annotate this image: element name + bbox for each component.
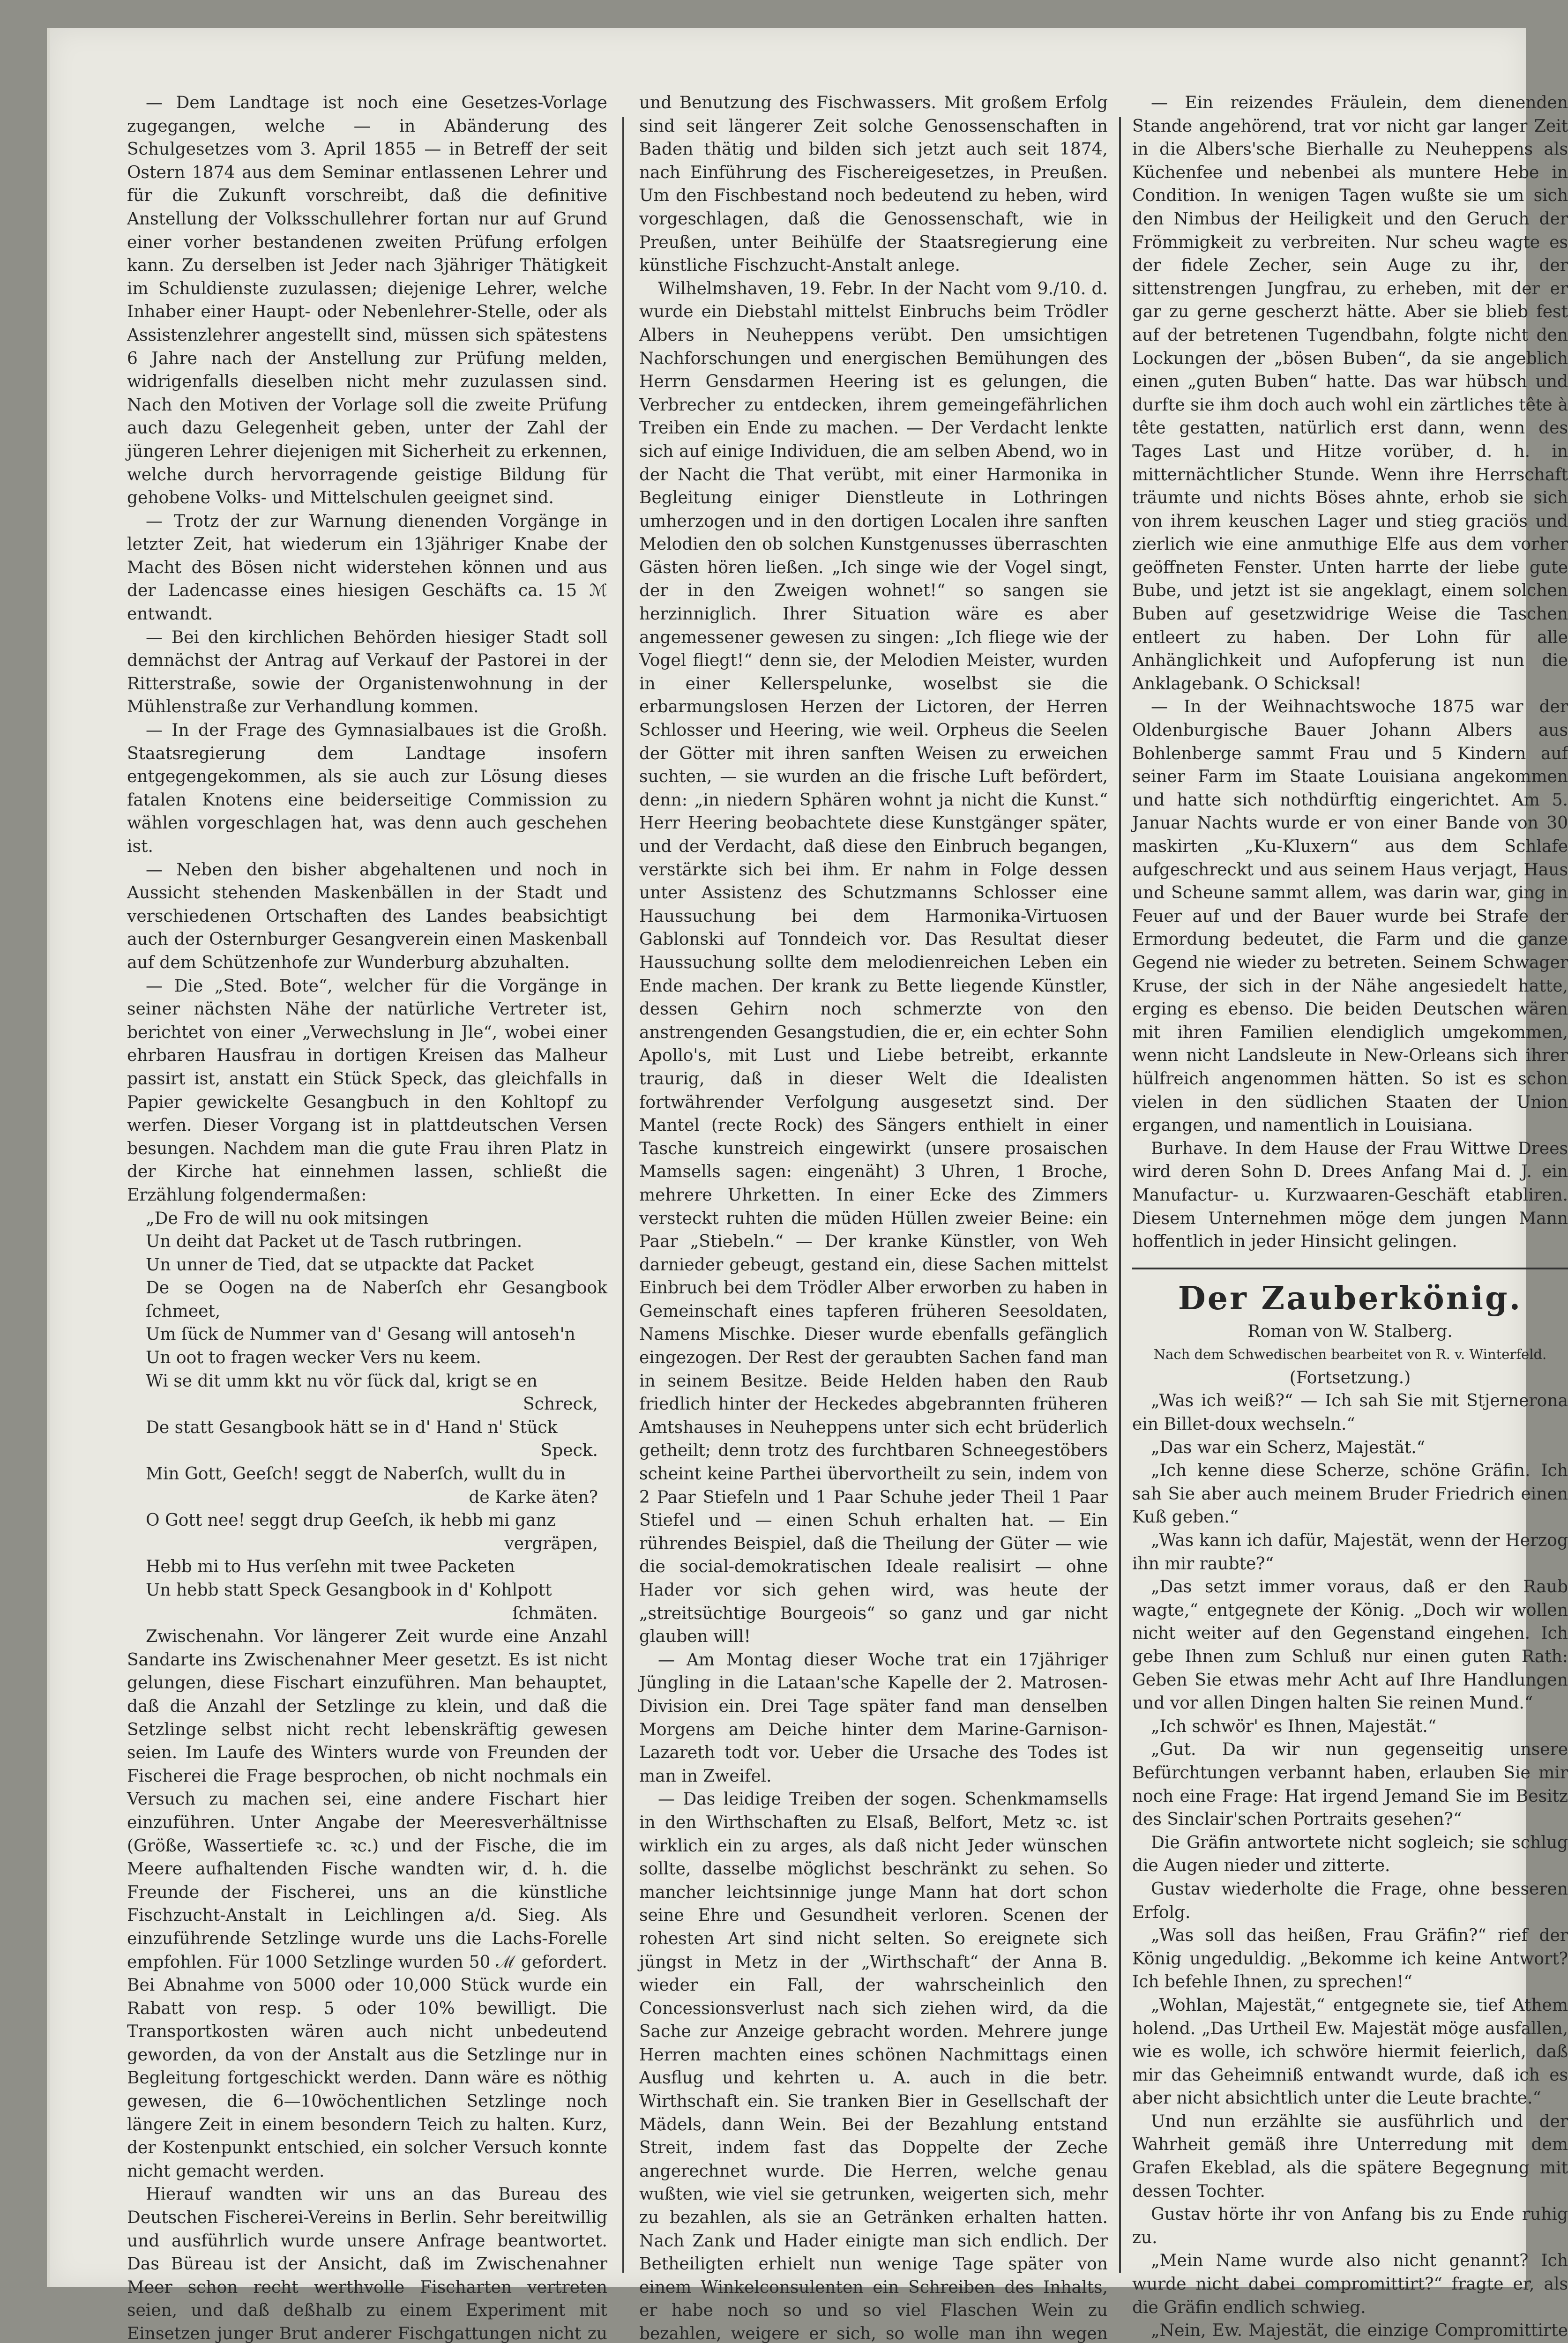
plattdeutsch-verse	[127, 1207, 607, 1626]
novel-paragraph: „Ich schwör' es Ihnen, Majestät.“	[1151, 1716, 1437, 1736]
novel-continuation: (Fortsetzung.)	[1289, 1368, 1411, 1388]
article-maskenbaelle: — Neben den bisher abgehaltenen und noch in Aussicht stehenden Maskenbällen in der Stadt und verschiedenen Ortschaften des Landes beabsichtigt auch der Osternburger Gesangverein einen Maskenball auf dem Schützenhofe zur Wunderburg abzuhalten.	[127, 860, 607, 972]
verse-line: Speck.	[540, 1441, 598, 1461]
article-wilhelmshaven: Wilhelmshaven, 19. Febr. In der Nacht vom 9./10. d. wurde ein Diebstahl mittelst Einbruchs beim Trödler Albers in Neuheppens verübt. Den umsichtigen Nachforschungen und energischen Bemühungen des Herrn Gensdarmen Heering ist es gelungen, die Verbrecher zu entdecken, ihrem gemeingefährlichen Treiben ein Ende zu machen. — Der Verdacht lenkte sich auf einige Individuen, die am selben Abend, wo in der Nacht die That verübt, mit einer Harmonika in Begleitung einiger Dienstleute in Lothringen umherzogen und in den dortigen Localen ihre sanften Melodien den ob solchen Kunstgenusses überraschten Gästen hören ließen. „Ich singe wie der Vogel singt, der in den Zweigen wohnet!“ so sangen sie herzinniglich. Ihrer Situation wäre es aber angemessener gewesen zu singen: „Ich fliege wie der Vogel fliegt!“ denn sie, der Melodien Meister, wurden in einer Kellerspelunke, woselbst sie die erbarmungslosen Herzen der Lictoren, der Herren Schlosser und Heering, wie weil. Orpheus die Seelen der Götter mit ihren sanften Weisen zu erweichen suchten, — sie wurden an die frische Luft befördert, denn: „in niedern Sphären wohnt ja nicht die Kunst.“ Herr Heering beobachtete diese Kunstgänger später, und der Verdacht, daß diese den Einbruch begangen, verstärkte sich bei ihm. Er nahm in Folge dessen unter Assistenz des Schutzmanns Schlosser eine Haussuchung bei dem Harmonika-Virtuosen Gablonski auf Tonndeich vor. Das Resultat dieser Haussuchung sollte dem melodienreichen Leben ein Ende machen. Der krank zu Bette liegende Künstler, dessen Gehirn noch schmerzte von den anstrengenden Gesangstudien, die er, ein echter Sohn Apollo's, mit Lust und Liebe betreibt, erkannte traurig, daß in dieser Welt die Idealisten fortwährender Verfolgung ausgesetzt sind. Der Mantel (recte Rock) des Sängers enthielt in einer Tasche kunstreich eingewirkt (unsere prosaischen Mamsells sagen: eingenäht) 3 Uhren, 1 Broche, mehrere Uhrketten. In einer Ecke des Zimmers versteckt ruhten die müden Hüllen zweier Beine: ein Paar „Stiebeln.“ — Der kranke Künstler, von Weh darnieder gebeugt, gestand ein, diese Sachen mittelst Einbruch bei dem Trödler Alber erworben zu haben in Gemeinschaft eines tapferen früheren Seesoldaten, Namens Mischke. Dieser wurde ebenfalls gefänglich eingezogen. Der Rest der geraubten Sachen fand man in seinem Besitze. Beide Helden haben den Raub friedlich hinter der Heckedes abgebrannten früheren Amtshauses in Neuheppens unter sich echt brüderlich getheilt; denn trotz des furchtbaren Schneegestöbers scheint keine Parthei übervortheilt zu sein, indem von 2 Paar Stiefeln und 1 Paar Schuhe jeder Theil 1 Paar Stiefel und — einen Schuh erhalten hat. — Ein rührendes Beispiel, daß die Theilung der Güter — wie die social-demokratischen Ideale realisirt — ohne Hader vor sich gehen wird, was heute der „streitsüchtige Bourgeois“ so ganz und gar nicht glauben will!	[639, 279, 1108, 1647]
article-matrose: — Am Montag dieser Woche trat ein 17jähriger Jüngling in die Lataan'sche Kapelle der 2. Matrosen-Division ein. Drei Tage später fand man denselben Morgens am Deiche hinter dem Marine-Garnison-Lazareth todt vor. Ueber die Ursache des Todes ist man in Zweifel.	[639, 1650, 1108, 1786]
verse-line: Un deiht dat Packet ut de Tasch rutbringen.	[146, 1232, 523, 1252]
article-gymnasialbau: — In der Frage des Gymnasialbaues ist die Großh. Staatsregierung dem Landtage insofern entgegengekommen, als sie auch zur Lösung dieses fatalen Knotens eine beiderseitige Commission zu wählen vorgeschlagen hat, was denn auch geschehen ist.	[127, 721, 607, 856]
article-pastorei: — Bei den kirchlichen Behörden hiesiger Stadt soll demnächst der Antrag auf Verkauf der Pastorei in der Ritterstraße, sowie der Organistenwohnung in der Mühlenstraße zur Verhandlung kommen.	[127, 627, 607, 717]
novel-paragraph: „Das war ein Scherz, Majestät.“	[1151, 1438, 1426, 1457]
column-2	[639, 91, 1108, 2343]
verse-line: De statt Gesangbook hätt se in d' Hand n' Stück	[146, 1418, 558, 1437]
novel-translator-note: Nach dem Schwedischen bearbeitet von R. v. Winterfeld.	[1153, 1346, 1547, 1363]
article-zwischenahn: Zwischenahn. Vor längerer Zeit wurde eine Anzahl Sandarte ins Zwischenahner Meer gesetzt. Es ist nicht gelungen, diese Fischart einzuführen. Man behauptet, daß die Anzahl der Setzlinge zu klein, und daß die Setzlinge selbst nicht recht lebenskräftig gewesen seien. Im Laufe des Winters wurde von Freunden der Fischerei die Frage besprochen, ob nicht nochmals ein Versuch zu machen sei, eine andere Fischart hier einzuführen. Unter Angabe der Meeresverhältnisse (Größe, Wassertiefe ꝛc. ꝛc.) und der Fische, die im Meere aufhaltenden Fische wandten wir, d. h. die Freunde der Fischerei, uns an die künstliche Fischzucht-Anstalt in Leichlingen a/d. Sieg. Als einzuführende Setzlinge wurde uns die Lachs-Forelle empfohlen. Für 1000 Setzlinge wurden 50 ℳ gefordert. Bei Abnahme von 5000 oder 10,000 Stück wurde ein Rabatt von resp. 5 oder 10% bewilligt. Die Transportkosten wären auch nicht unbedeutend geworden, da von der Anstalt aus die Setzlinge nur in Begleitung fortgeschickt werden. Dann wäre es nöthig gewesen, die 6—10wöchentlichen Setzlinge noch längere Zeit in einem besondern Teich zu halten. Kurz, der Kostenpunkt entschied, ein solcher Versuch konnte nicht gemacht werden.	[127, 1627, 607, 2181]
column-1	[127, 91, 607, 2343]
column-3	[1132, 91, 1568, 2341]
novel-paragraph: „Mein Name wurde also nicht genannt? Ich wurde nicht dabei compromittirt?“ fragte er, als die Gräfin endlich schwieg.	[1132, 2251, 1568, 2317]
newspaper-page	[47, 28, 1568, 2343]
article-bauer-albers: — In der Weihnachtswoche 1875 war der Oldenburgische Bauer Johann Albers aus Bohlenberge sammt Frau und 5 Kindern auf seiner Farm im Staate Louisiana angekommen und hatte sich nothdürftig eingerichtet. Am 5. Januar Nachts wurde er von einer Bande von 30 maskirten „Ku-Kluxern“ aus dem Schlafe aufgeschreckt und aus seinem Haus verjagt, Haus und Scheune sammt allem, was darin war, ging in Feuer auf und der Bauer wurde bei Strafe der Ermordung bedeutet, die Farm und die ganze Gegend nie wieder zu betreten. Seinem Schwager Kruse, der sich in der Nähe angesiedelt hatte, erging es ebenso. Die beiden Deutschen wären mit ihren Familien elendiglich umgekommen, wenn nicht Landsleute in New-Orleans sich ihrer hülfreich angenommen hätten. So ist es schon vielen in den südlichen Staaten der Union ergangen, und namentlich in Louisiana.	[1132, 697, 1568, 1135]
column-rule	[622, 117, 624, 2273]
novel-paragraph: „Was soll das heißen, Frau Gräfin?“ rief der König ungeduldig. „Bekomme ich keine Antwort? Ich befehle Ihnen, zu sprechen!“	[1132, 1926, 1568, 1992]
novel-paragraph: „Was ich weiß?“ — Ich sah Sie mit Stjernerona ein Billet-doux wechseln.“	[1132, 1391, 1568, 1434]
verse-line: Un hebb statt Speck Gesangbook in d' Kohlpott	[146, 1581, 552, 1600]
novel-paragraph: „Ich kenne diese Scherze, schöne Gräfin. Ich sah Sie aber auch meinem Bruder Friedrich einen Kuß geben.“	[1132, 1461, 1568, 1527]
novel-paragraph: „Gut. Da wir nun gegenseitig unsere Befürchtungen verbannt haben, erlauben Sie mir noch eine Frage: Hat irgend Jemand Sie im Besitz des Sinclair'schen Portraits gesehen?“	[1132, 1740, 1568, 1829]
verse-line: O Gott nee! seggt drup Geeſch, ik hebb mi ganz	[146, 1511, 556, 1530]
novel-paragraph: Und nun erzählte sie ausführlich und der Wahrheit gemäß ihre Unterredung mit dem Grafen Ekeblad, als die spätere Begegnung mit dessen Tochter.	[1132, 2112, 1568, 2201]
verse-line: vergräpen,	[504, 1534, 598, 1553]
novel-title: Der Zauberkönig.	[1178, 1279, 1523, 1317]
article-fraeulein: — Ein reizendes Fräulein, dem dienenden Stande angehörend, trat vor nicht gar langer Zeit in die Albers'sche Bierhalle zu Neuheppens als Küchenfee und nebenbei als muntere Hebe in Condition. In wenigen Tagen wußte sie um sich den Nimbus der Heiligkeit und den Geruch der Frömmigkeit zu verbreiten. Nur scheu wagte es der fidele Zecher, sein Auge zu ihr, der sittenstrengen Jungfrau, zu erheben, mit der er gar zu gerne gescherzt hätte. Aber sie blieb fest auf der betretenen Tugendbahn, folgte nicht den Lockungen der „bösen Buben“, da sie angeblich einen „guten Buben“ hatte. Das war hübsch und durfte sie ihm doch auch wohl ein zärtliches tête à tête gestatten, natürlich erst dann, wenn des Tages Last und Hitze vorüber, d. h. in mitternächtlicher Stunde. Wenn ihre Herrschaft träumte und nichts Böses ahnte, erhob sie sich von ihrem keuschen Lager und stieg graciös und zierlich wie eine anmuthige Elfe aus dem vorher geöffneten Fenster. Unten harrte der liebe gute Bube, und jetzt ist sie angeklagt, einem solchen Buben auf gesetzwidrige Weise die Taschen entleert zu haben. Der Lohn für alle Anhänglichkeit und Aufopferung ist nun die Anklagebank. O Schicksal!	[1132, 93, 1568, 694]
verse-line: de Karke äten?	[469, 1487, 598, 1507]
verse-line: De se Oogen na de Naberſch ehr Gesangbook ſchmeet,	[146, 1278, 607, 1321]
verse-line: Um ſück de Nummer van d' Gesang will antoseh'n	[146, 1325, 575, 1344]
article-burhave: Burhave. In dem Hause der Frau Wittwe Drees wird deren Sohn D. Drees Anfang Mai d. J. ein Manufactur- u. Kurzwaaren-Geschäft etabliren. Diesem Unternehmen möge dem jungen Mann hoffentlich in jeder Hinsicht gelingen.	[1132, 1139, 1568, 1252]
verse-line: Un oot to fragen wecker Vers nu keem.	[146, 1348, 481, 1368]
novel-paragraph: Gustav hörte ihr von Anfang bis zu Ende ruhig zu.	[1132, 2205, 1568, 2247]
article-verwechslung: — Die „Sted. Bote“, welcher für die Vorgänge in seiner nächsten Nähe der natürliche Vertreter ist, berichtet von einer „Verwechslung in Jle“, wobei einer ehrbaren Hausfrau in dortigen Kreisen das Malheur passirt ist, anstatt ein Stück Speck, das gleichfalls in Papier gewickelte Gesangbuch in den Kohltopf zu werfen. Dieser Vorgang ist in plattdeutschen Versen besungen. Nachdem man die gute Frau ihren Platz in der Kirche hat einnehmen lassen, schließt die Erzählung folgendermaßen:	[127, 976, 607, 1205]
article-landtage: — Dem Landtage ist noch eine Gesetzes-Vorlage zugegangen, welche — in Abänderung des Schulgesetzes vom 3. April 1855 — in Betreff der seit Ostern 1874 aus dem Seminar entlassenen Lehrer und für die Zukunft vorschreibt, daß die definitive Anstellung der Volksschullehrer fortan nur auf Grund einer vorher bestandenen zweiten Prüfung erfolgen kann. Zu derselben ist Jeder nach 3jähriger Thätigkeit im Schuldienste zuzulassen; diejenige Lehrer, welche Inhaber einer Haupt- oder Nebenlehrer-Stelle, oder als Assistenzlehrer angestellt sind, müssen sich spätestens 6 Jahre nach der Anstellung zur Prüfung melden, widrigenfalls dieselben nicht mehr zuzulassen sind. Nach den Motiven der Vorlage soll die zweite Prüfung auch dazu Gelegenheit geben, unter der Zahl der jüngeren Lehrer diejenigen mit Sicherheit zu erkennen, welche durch hervorragende geistige Bildung für gehobene Volks- und Mittelschulen geeignet sind.	[127, 93, 607, 508]
article-fischerei-verein: Hierauf wandten wir uns an das Bureau des Deutschen Fischerei-Vereins in Berlin. Sehr bereitwillig und ausführlich wurde unsere Anfrage beantwortet. Das Büreau ist der Ansicht, daß im Zwischenahner Meer schon recht werthvolle Fischarten vertreten seien, und daß deßhalb zu einem Experiment mit Einsetzen junger Brut anderer Fischgattungen nicht zu	[127, 2185, 607, 2343]
verse-line: Min Gott, Geeſch! seggt de Naberſch, wullt du in	[146, 1464, 566, 1484]
verse-line: Hebb mi to Hus verſehn mit twee Packeten	[146, 1557, 515, 1577]
article-schenkmamsells: — Das leidige Treiben der sogen. Schenkmamsells in den Wirthschaften zu Elsaß, Belfort, Metz ꝛc. ist wirklich ein zu arges, als daß nicht Jeder wünschen sollte, dasselbe möglichst beschränkt zu sehen. So mancher leichtsinnige junge Mann hat dort schon seine Ehre und Gesundheit verloren. Scenen der rohesten Art sind nicht selten. So ereignete sich jüngst in Metz in der „Wirthschaft“ der Anna B. wieder ein Fall, der wahrscheinlich den Concessionsverlust nach sich ziehen wird, da die Sache zur Anzeige gebracht worden. Mehrere junge Herren machten eines schönen Nachmittags einen Ausflug und kehrten u. A. auch in die betr. Wirthschaft ein. Sie tranken Bier in Gesellschaft der Mädels, dann Wein. Bei der Bezahlung entstand Streit, indem fast das Doppelte der Zeche angerechnet wurde. Die Herren, welche genau wußten, wie viel sie getrunken, weigerten sich, mehr zu bezahlen, als sie an Getränken erhalten hatten. Nach Zank und Hader einigte man sich endlich. Der Betheiligten erhielt nun wenige Tage später von einem Winkelconsulenten ein Schreiben des Inhalts, er habe noch so und so viel Flaschen Wein zu bezahlen, weigere er sich, so wolle man ihn wegen	[639, 1790, 1108, 2343]
novel-paragraph: Die Gräfin antwortete nicht sogleich; sie schlug die Augen nieder und zitterte.	[1132, 1833, 1568, 1876]
article-warnung: — Trotz der zur Warnung dienenden Vorgänge in letzter Zeit, hat wiederum ein 13jähriger Knabe der Macht des Bösen nicht widerstehen können und aus der Ladencasse eines hiesigen Geschäfts ca. 15 ℳ entwandt.	[127, 511, 607, 624]
verse-line: Schreck,	[523, 1395, 598, 1414]
novel-paragraph: „Das setzt immer voraus, daß er den Raub wagte,“ entgegnete der König. „Doch wir wollen nicht weiter auf den Gegenstand eingehen. Ich gebe Ihnen zum Schluß nur einen guten Rath: Geben Sie etwas mehr Acht auf Ihre Handlungen und vor allen Dingen halten Sie reinen Mund.“	[1132, 1577, 1568, 1713]
novel-author: Roman von W. Stalberg.	[1247, 1321, 1453, 1341]
column-rule	[1119, 117, 1121, 2273]
novel-paragraph: „Was kann ich dafür, Majestät, wenn der Herzog ihn mir raubte?“	[1132, 1531, 1568, 1574]
verse-line: „De Fro de will nu ook mitsingen	[146, 1209, 429, 1228]
verse-line: Wi se dit umm kkt nu vör ſück dal, krigt se en	[146, 1371, 538, 1391]
verse-line: Un unner de Tied, dat se utpackte dat Packet	[146, 1255, 534, 1275]
section-divider	[1132, 1268, 1568, 1269]
novel-paragraph: Gustav wiederholte die Frage, ohne besseren Erfolg.	[1132, 1879, 1568, 1922]
novel-paragraph: „Nein, Ew. Majestät, die einzige Compromittirte	[1151, 2321, 1568, 2341]
article-fischwasser-cont: und Benutzung des Fischwassers. Mit großem Erfolg sind seit längerer Zeit solche Genossenschaften in Baden thätig und bilden sich jetzt auch seit 1874, nach Einführung des Fischereigesetzes, in Preußen. Um den Fischbestand noch bedeutend zu heben, wird vorgeschlagen, daß die Genossenschaft, wie in Preußen, unter Beihülfe der Staatsregierung eine künstliche Fischzucht-Anstalt anlege.	[639, 93, 1108, 276]
verse-line: ſchmäten.	[512, 1604, 598, 1623]
novel-paragraph: „Wohlan, Majestät,“ entgegnete sie, tief Athem holend. „Das Urtheil Ew. Majestät möge ausfallen, wie es wolle, ich schwöre hiermit feierlich, daß mir das Geheimniß entwandt wurde, daß ich es aber nicht absichtlich unter die Leute brachte.“	[1132, 1995, 1568, 2108]
